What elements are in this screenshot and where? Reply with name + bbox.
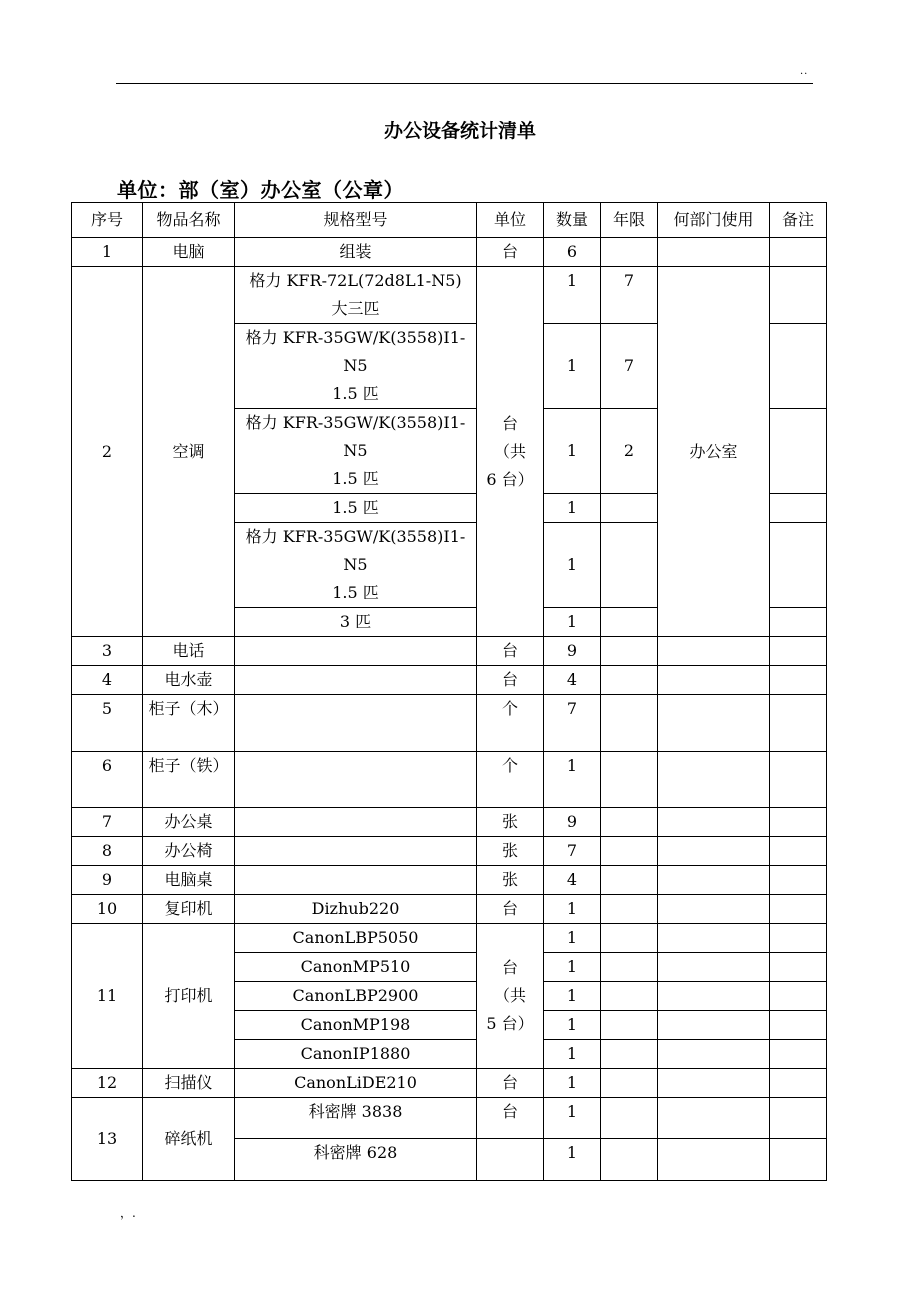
cell-years: [601, 982, 658, 1011]
table-row: [72, 752, 827, 808]
cell-number: 6: [72, 752, 143, 808]
column-header: 规格型号: [235, 203, 477, 238]
cell-spec: 格力 KFR-35GW/K(3558)I1- N5 1.5 匹: [235, 523, 477, 608]
cell-spec: 科密牌 628: [235, 1139, 477, 1181]
cell-spec: CanonLBP2900: [235, 982, 477, 1011]
cell-note: [770, 324, 827, 409]
table-row: [72, 866, 827, 895]
cell-spec: [235, 808, 477, 837]
cell-qty: 7: [544, 837, 601, 866]
cell-number: 2: [72, 267, 143, 637]
cell-dept: [658, 808, 770, 837]
cell-number: 11: [72, 924, 143, 1069]
cell-qty: 1: [544, 1069, 601, 1098]
cell-note: [770, 1139, 827, 1181]
cell-qty: 6: [544, 238, 601, 267]
cell-years: [601, 895, 658, 924]
cell-spec: 格力 KFR-72L(72d8L1-N5) 大三匹: [235, 267, 477, 324]
table-row: [72, 1069, 827, 1098]
cell-note: [770, 837, 827, 866]
cell-dept: [658, 924, 770, 953]
table-row: [72, 837, 827, 866]
cell-dept: [658, 837, 770, 866]
cell-name: 柜子（铁）: [143, 752, 235, 808]
cell-qty: 1: [544, 953, 601, 982]
cell-note: [770, 523, 827, 608]
cell-qty: 1: [544, 1040, 601, 1069]
cell-dept: [658, 1139, 770, 1181]
cell-qty: 1: [544, 1098, 601, 1139]
cell-spec: 格力 KFR-35GW/K(3558)I1- N5 1.5 匹: [235, 409, 477, 494]
header-rule: [116, 83, 813, 84]
cell-number: 7: [72, 808, 143, 837]
cell-unit: 张: [477, 866, 544, 895]
cell-note: [770, 1011, 827, 1040]
cell-qty: 1: [544, 267, 601, 324]
cell-dept: [658, 1011, 770, 1040]
cell-years: [601, 494, 658, 523]
cell-unit: [477, 1139, 544, 1181]
column-header: 年限: [601, 203, 658, 238]
cell-qty: 1: [544, 1011, 601, 1040]
cell-number: 4: [72, 666, 143, 695]
cell-qty: 9: [544, 808, 601, 837]
cell-years: [601, 238, 658, 267]
cell-spec: 组装: [235, 238, 477, 267]
cell-number: 8: [72, 837, 143, 866]
cell-years: 7: [601, 324, 658, 409]
cell-note: [770, 953, 827, 982]
cell-unit: 台: [477, 1098, 544, 1139]
cell-number: 10: [72, 895, 143, 924]
cell-qty: 1: [544, 895, 601, 924]
cell-note: [770, 982, 827, 1011]
cell-note: [770, 895, 827, 924]
cell-spec: Dizhub220: [235, 895, 477, 924]
cell-note: [770, 267, 827, 324]
cell-note: [770, 409, 827, 494]
cell-dept: [658, 1069, 770, 1098]
cell-spec: CanonIP1880: [235, 1040, 477, 1069]
header-mark: ..: [800, 66, 809, 77]
cell-unit: 台: [477, 637, 544, 666]
table-row: [72, 267, 827, 324]
cell-number: 9: [72, 866, 143, 895]
equipment-table: [71, 202, 827, 1181]
cell-qty: 1: [544, 982, 601, 1011]
cell-note: [770, 866, 827, 895]
table-row: [72, 238, 827, 267]
cell-note: [770, 695, 827, 752]
cell-unit: 台 （共 6 台）: [477, 267, 544, 637]
cell-name: 办公桌: [143, 808, 235, 837]
cell-spec: [235, 866, 477, 895]
cell-name: 办公椅: [143, 837, 235, 866]
cell-name: 柜子（木）: [143, 695, 235, 752]
cell-name: 电水壶: [143, 666, 235, 695]
cell-note: [770, 494, 827, 523]
cell-qty: 1: [544, 494, 601, 523]
cell-spec: CanonLBP5050: [235, 924, 477, 953]
cell-number: 13: [72, 1098, 143, 1181]
document-title: 办公设备统计清单: [383, 120, 536, 142]
cell-spec: [235, 637, 477, 666]
cell-qty: 1: [544, 409, 601, 494]
cell-note: [770, 752, 827, 808]
cell-number: 5: [72, 695, 143, 752]
cell-note: [770, 808, 827, 837]
cell-years: [601, 953, 658, 982]
cell-note: [770, 608, 827, 637]
footer-mark: ，.: [120, 1206, 136, 1220]
cell-qty: 1: [544, 324, 601, 409]
cell-years: 2: [601, 409, 658, 494]
cell-name: 打印机: [143, 924, 235, 1069]
cell-spec: [235, 666, 477, 695]
cell-dept: [658, 637, 770, 666]
cell-number: 12: [72, 1069, 143, 1098]
cell-name: 电话: [143, 637, 235, 666]
table-row: [72, 637, 827, 666]
cell-note: [770, 924, 827, 953]
cell-spec: 1.5 匹: [235, 494, 477, 523]
cell-years: [601, 666, 658, 695]
cell-dept: [658, 238, 770, 267]
cell-note: [770, 637, 827, 666]
cell-dept: [658, 895, 770, 924]
cell-years: [601, 837, 658, 866]
cell-years: 7: [601, 267, 658, 324]
cell-unit: 个: [477, 752, 544, 808]
cell-years: [601, 1098, 658, 1139]
cell-number: 1: [72, 238, 143, 267]
cell-years: [601, 1040, 658, 1069]
cell-dept: [658, 982, 770, 1011]
cell-years: [601, 1069, 658, 1098]
cell-unit: 台: [477, 238, 544, 267]
cell-qty: 1: [544, 523, 601, 608]
column-header: 数量: [544, 203, 601, 238]
cell-note: [770, 1040, 827, 1069]
cell-years: [601, 752, 658, 808]
cell-qty: 1: [544, 1139, 601, 1181]
cell-note: [770, 1069, 827, 1098]
cell-name: 空调: [143, 267, 235, 637]
cell-unit: 台: [477, 895, 544, 924]
cell-years: [601, 1011, 658, 1040]
cell-years: [601, 1139, 658, 1181]
cell-qty: 1: [544, 924, 601, 953]
cell-dept: 办公室: [658, 267, 770, 637]
cell-qty: 9: [544, 637, 601, 666]
cell-years: [601, 523, 658, 608]
cell-dept: [658, 953, 770, 982]
cell-years: [601, 866, 658, 895]
cell-note: [770, 666, 827, 695]
cell-years: [601, 637, 658, 666]
column-header: 何部门使用: [658, 203, 770, 238]
column-header: 备注: [770, 203, 827, 238]
cell-dept: [658, 666, 770, 695]
cell-dept: [658, 752, 770, 808]
cell-number: 3: [72, 637, 143, 666]
cell-spec: [235, 752, 477, 808]
table-row: [72, 808, 827, 837]
cell-spec: 格力 KFR-35GW/K(3558)I1- N5 1.5 匹: [235, 324, 477, 409]
table-row: [72, 666, 827, 695]
cell-unit: 台 （共 5 台）: [477, 924, 544, 1069]
cell-spec: [235, 837, 477, 866]
cell-name: 电脑桌: [143, 866, 235, 895]
column-header: 序号: [72, 203, 143, 238]
cell-qty: 4: [544, 866, 601, 895]
cell-unit: 张: [477, 837, 544, 866]
cell-qty: 1: [544, 752, 601, 808]
cell-unit: 台: [477, 666, 544, 695]
table-header-row: [72, 203, 827, 238]
cell-dept: [658, 1040, 770, 1069]
cell-years: [601, 608, 658, 637]
table-row: [72, 924, 827, 953]
table-row: [72, 1098, 827, 1139]
cell-spec: CanonMP198: [235, 1011, 477, 1040]
cell-dept: [658, 1098, 770, 1139]
table-row: [72, 695, 827, 752]
cell-name: 复印机: [143, 895, 235, 924]
cell-note: [770, 238, 827, 267]
cell-name: 扫描仪: [143, 1069, 235, 1098]
column-header: 单位: [477, 203, 544, 238]
cell-spec: CanonMP510: [235, 953, 477, 982]
cell-dept: [658, 866, 770, 895]
cell-unit: 张: [477, 808, 544, 837]
table-row: [72, 895, 827, 924]
cell-qty: 1: [544, 608, 601, 637]
cell-spec: 科密牌 3838: [235, 1098, 477, 1139]
cell-spec: CanonLiDE210: [235, 1069, 477, 1098]
cell-dept: [658, 695, 770, 752]
cell-qty: 7: [544, 695, 601, 752]
cell-spec: [235, 695, 477, 752]
cell-qty: 4: [544, 666, 601, 695]
cell-years: [601, 808, 658, 837]
cell-unit: 台: [477, 1069, 544, 1098]
cell-unit: 个: [477, 695, 544, 752]
cell-name: 碎纸机: [143, 1098, 235, 1181]
column-header: 物品名称: [143, 203, 235, 238]
cell-name: 电脑: [143, 238, 235, 267]
cell-years: [601, 924, 658, 953]
cell-note: [770, 1098, 827, 1139]
unit-line: 单位：部（室）办公室（公章）: [117, 178, 404, 202]
cell-years: [601, 695, 658, 752]
cell-spec: 3 匹: [235, 608, 477, 637]
